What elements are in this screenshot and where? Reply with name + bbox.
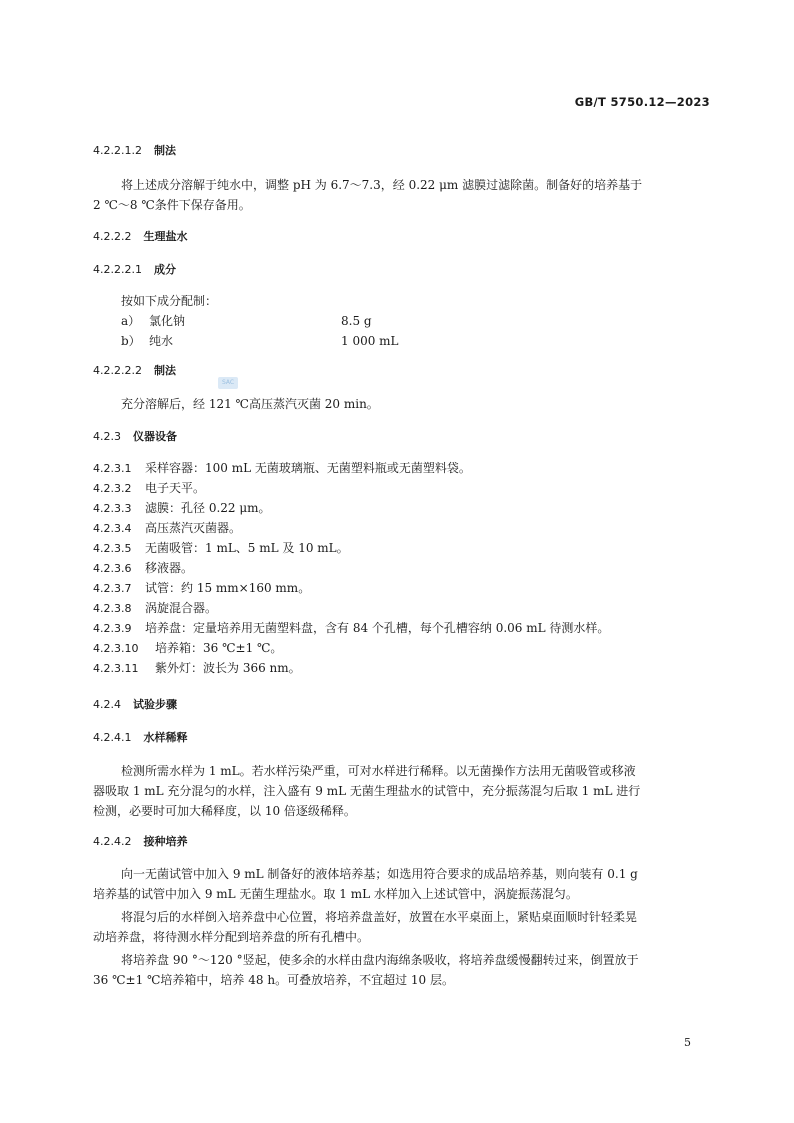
- paragraph-line: 检测所需水样为 1 mL。若水样污染严重，可对水样进行稀释。以无菌操作方法用无菌吸管或移液: [121, 764, 636, 778]
- equipment-item: [93, 500, 271, 517]
- clause-text: 紫外灯：波长为 366 nm。: [155, 661, 301, 675]
- clause-text: 高压蒸汽灭菌器。: [145, 521, 242, 535]
- item-label: b）: [121, 334, 141, 348]
- page-number: 5: [684, 1036, 691, 1049]
- section-title: 试验步骤: [133, 698, 177, 711]
- section-heading: [93, 697, 177, 713]
- section-heading: [93, 229, 187, 245]
- paragraph-line: 向一无菌试管中加入 9 mL 制备好的液体培养基；如选用符合要求的成品培养基，则向装有 0.1 g: [121, 867, 638, 881]
- watermark-logo: SAC: [218, 377, 238, 389]
- paragraph-line: 将上述成分溶解于纯水中，调整 pH 为 6.7～7.3，经 0.22 μm 滤膜过滤除菌。制备好的培养基于: [121, 178, 643, 192]
- clause-text: 试管：约 15 mm×160 mm。: [145, 581, 311, 595]
- clause-number: 4.2.3.6: [93, 562, 132, 575]
- paragraph-line: 充分溶解后，经 121 ℃高压蒸汽灭菌 20 min。: [121, 397, 379, 411]
- section-heading: [93, 363, 176, 379]
- item-name: 纯水: [149, 334, 174, 348]
- clause-number: 4.2.3.10: [93, 642, 139, 655]
- section-title: 水样稀释: [143, 731, 188, 744]
- clause-number: 4.2.3.7: [93, 582, 132, 595]
- clause-number: 4.2.3.2: [93, 482, 132, 495]
- clause-number: 4.2.3.9: [93, 622, 132, 635]
- paragraph-line: 36 ℃±1 ℃培养箱中，培养 48 h。可叠放培养，不宜超过 10 层。: [93, 973, 454, 987]
- clause-number: 4.2.3.1: [93, 462, 132, 475]
- clause-text: 采样容器：100 mL 无菌玻璃瓶、无菌塑料瓶或无菌塑料袋。: [145, 461, 471, 475]
- ingredient-item: [121, 313, 372, 329]
- paragraph-line: 动培养盘，将待测水样分配到培养盘的所有孔槽中。: [93, 930, 370, 944]
- item-name: 氯化钠: [149, 314, 186, 328]
- clause-text: 电子天平。: [145, 481, 206, 495]
- equipment-item: [93, 600, 217, 617]
- clause-text: 培养箱：36 ℃±1 ℃。: [155, 641, 283, 655]
- clause-text: 无菌吸管：1 mL、5 mL 及 10 mL。: [145, 541, 349, 555]
- clause-text: 涡旋混合器。: [145, 601, 218, 615]
- equipment-item: [93, 560, 193, 577]
- clause-number: 4.2.3.8: [93, 602, 132, 615]
- section-number: 4.2.4.1: [93, 731, 132, 744]
- paragraph-line: 将培养盘 90 °～120 °竖起，使多余的水样由盘内海绵条吸收，将培养盘缓慢翻转过来，倒置放于: [121, 953, 639, 967]
- section-heading: [93, 262, 176, 278]
- paragraph-line: 培养基的试管中加入 9 mL 无菌生理盐水。取 1 mL 水样加入上述试管中，涡旋振荡混匀。: [93, 887, 578, 901]
- clause-number: 4.2.3.5: [93, 542, 132, 555]
- equipment-item: [93, 480, 205, 497]
- clause-number: 4.2.3.3: [93, 502, 132, 515]
- section-title: 制法: [153, 144, 176, 157]
- section-title: 成分: [153, 263, 176, 276]
- ingredient-item: [121, 333, 399, 349]
- equipment-item: [93, 540, 349, 557]
- clause-text: 滤膜：孔径 0.22 μm。: [145, 501, 271, 515]
- section-title: 仪器设备: [133, 430, 177, 443]
- section-number: 4.2.4.2: [93, 835, 132, 848]
- section-heading: [93, 834, 187, 850]
- paragraph-line: 检测，必要时可加大稀释度，以 10 倍逐级稀释。: [93, 804, 356, 818]
- section-number: 4.2.3: [93, 430, 121, 443]
- paragraph-line: 按如下成分配制：: [121, 294, 218, 308]
- clause-number: 4.2.3.11: [93, 662, 139, 675]
- paragraph-line: 将混匀后的水样倒入培养盘中心位置，将培养盘盖好，放置在水平桌面上，紧贴桌面顺时针轻柔晃: [121, 910, 638, 924]
- equipment-item: [93, 640, 282, 657]
- item-amount: 1 000 mL: [341, 334, 399, 348]
- section-heading: [93, 730, 187, 746]
- paragraph-line: 2 ℃～8 ℃条件下保存备用。: [93, 198, 251, 212]
- section-number: 4.2.4: [93, 698, 121, 711]
- equipment-item: [93, 460, 471, 477]
- equipment-item: [93, 660, 301, 677]
- clause-number: 4.2.3.4: [93, 522, 132, 535]
- section-title: 接种培养: [143, 835, 188, 848]
- standard-number: GB/T 5750.12—2023: [574, 95, 710, 109]
- section-heading: [93, 429, 177, 445]
- section-title: 制法: [153, 364, 176, 377]
- section-heading: [93, 143, 176, 159]
- paragraph-line: 器吸取 1 mL 充分混匀的水样，注入盛有 9 mL 无菌生理盐水的试管中，充分振荡混匀后取 1 mL 进行: [93, 784, 641, 798]
- equipment-item: [93, 580, 310, 597]
- item-amount: 8.5 g: [341, 314, 372, 328]
- clause-text: 移液器。: [145, 561, 194, 575]
- clause-text: 培养盘：定量培养用无菌塑料盘，含有 84 个孔槽，每个孔槽容纳 0.06 mL 待测水样。: [145, 621, 610, 635]
- section-title: 生理盐水: [143, 230, 188, 243]
- section-number: 4.2.2.2.1: [93, 263, 142, 276]
- section-number: 4.2.2.1.2: [93, 144, 142, 157]
- item-label: a）: [121, 314, 141, 328]
- section-number: 4.2.2.2.2: [93, 364, 142, 377]
- equipment-item: [93, 620, 609, 637]
- section-number: 4.2.2.2: [93, 230, 132, 243]
- equipment-item: [93, 520, 241, 537]
